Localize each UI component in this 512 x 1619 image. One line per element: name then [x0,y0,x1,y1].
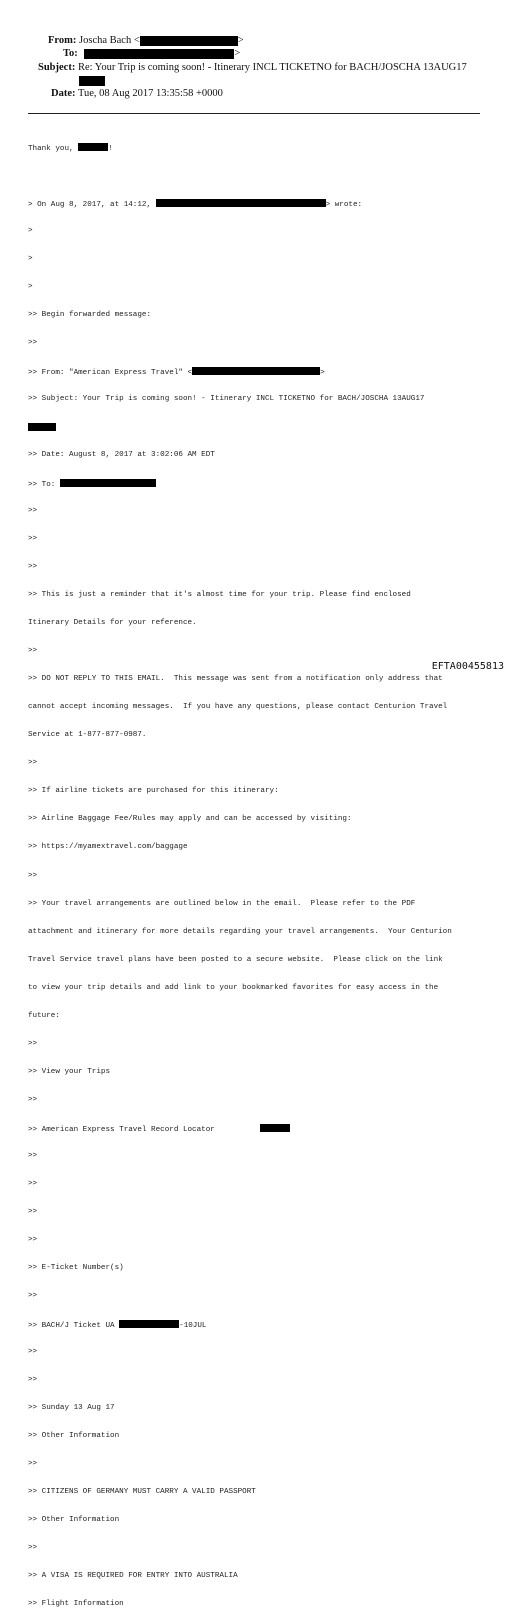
date-line [51,88,223,99]
subject-text: Re: Your Trip is coming soon! - Itinerary INCL TICKETNO for BACH/JOSCHA 13AUG17 [77,62,467,73]
redaction-block [140,36,238,46]
from-line [48,35,244,46]
subject-label: Subject: [38,62,76,73]
body-line: >> [28,759,38,768]
gt-glyph: > [237,35,244,46]
email-body [28,124,498,1619]
body-line: >> [28,1095,38,1104]
body-line: > On Aug 8, 2017, at 14:12, > wrote: [28,200,363,209]
body-line: >> American Express Travel Record Locator [28,1124,498,1133]
body-line: >> Other Information [28,1516,120,1525]
body-line: >> [28,1544,38,1553]
body-line: Thank you, ! [28,144,113,153]
subject-redaction-line [79,75,105,86]
body-line: >> [28,1151,38,1160]
body-line: cannot accept incoming messages. If you have any questions, please contact Centurion Travel [28,703,448,712]
body-line: >> [28,1207,38,1216]
body-line: > [28,226,33,235]
redaction-block [28,423,56,431]
body-line: >> Flight Information [28,1600,124,1609]
body-line: >> [28,1376,38,1385]
body-line: Service at 1-877-877-0987. [28,731,147,740]
body-line: >> [28,1039,38,1048]
redaction-block [84,49,234,59]
body-line: >> [28,535,38,544]
redaction-block [156,199,326,207]
body-line: >> Airline Baggage Fee/Rules may apply and can be accessed by visiting: [28,815,352,824]
subject-line [38,62,467,73]
redaction-block [119,1320,179,1328]
body-line: >> [28,1179,38,1188]
to-line [63,48,240,59]
gt-glyph: > [234,48,241,59]
redaction-block [79,76,105,86]
from-label: From: [48,35,77,46]
body-line: Travel Service travel plans have been posted to a secure website. Please click on the link [28,955,443,964]
body-line: attachment and itinerary for more details regarding your travel arrangements. Your Centurion [28,927,452,936]
body-line: future: [28,1011,60,1020]
body-line: >> BACH/J Ticket UA -10JUL [28,1322,207,1330]
body-line: >> A VISA IS REQUIRED FOR ENTRY INTO AUSTRALIA [28,1572,238,1581]
body-line: >> This is just a reminder that it's almost time for your trip. Please find enclosed [28,591,411,600]
from-name: Joscha Bach < [79,35,140,46]
body-line: >> If airline tickets are purchased for this itinerary: [28,787,279,796]
body-line: > [28,254,33,263]
body-line: >> Begin forwarded message: [28,310,152,319]
redaction-block [60,479,156,487]
redaction-block [260,1124,290,1132]
body-line: >> Other Information [28,1432,120,1441]
body-line: >> [28,1348,38,1357]
redaction-block [78,143,108,151]
body-line: > [28,282,33,291]
date-text: Tue, 08 Aug 2017 13:35:58 +0000 [77,88,223,99]
body-line: to view your trip details and add link to your bookmarked favorites for easy access in the [28,983,439,992]
body-line: >> [28,507,38,516]
date-label: Date: [51,88,76,99]
body-line: >> [28,871,38,880]
redaction-block [192,367,320,375]
body-line: >> [28,1291,38,1300]
body-line: >> CITIZENS OF GERMANY MUST CARRY A VALID PASSPORT [28,1488,256,1497]
header-divider [28,113,480,114]
body-line: >> From: "American Express Travel" < > [28,368,325,377]
body-line: >> [28,338,38,347]
body-line: >> [28,1235,38,1244]
body-line: >> [28,647,38,656]
to-label: To: [63,48,78,59]
body-line [28,171,498,180]
body-line [28,423,498,432]
body-line: >> https://myamextravel.com/baggage [28,843,188,852]
body-line: >> [28,563,38,572]
body-line: >> DO NOT REPLY TO THIS EMAIL. This message was sent from a notification only address that [28,675,443,684]
body-line: >> Sunday 13 Aug 17 [28,1404,115,1413]
body-line: Itinerary Details for your reference. [28,619,197,628]
document-id: EFTA00455813 [431,661,504,672]
body-line: >> Your travel arrangements are outlined below in the email. Please refer to the PDF [28,899,416,908]
body-line: >> [28,1460,38,1469]
body-line: >> Date: August 8, 2017 at 3:02:06 AM EDT [28,451,215,460]
body-line: >> E-Ticket Number(s) [28,1263,124,1272]
body-line: >> Subject: Your Trip is coming soon! - Itinerary INCL TICKETNO for BACH/JOSCHA 13AUG17 [28,394,425,403]
body-line: >> View your Trips [28,1067,111,1076]
body-line: >> To: [28,479,498,488]
